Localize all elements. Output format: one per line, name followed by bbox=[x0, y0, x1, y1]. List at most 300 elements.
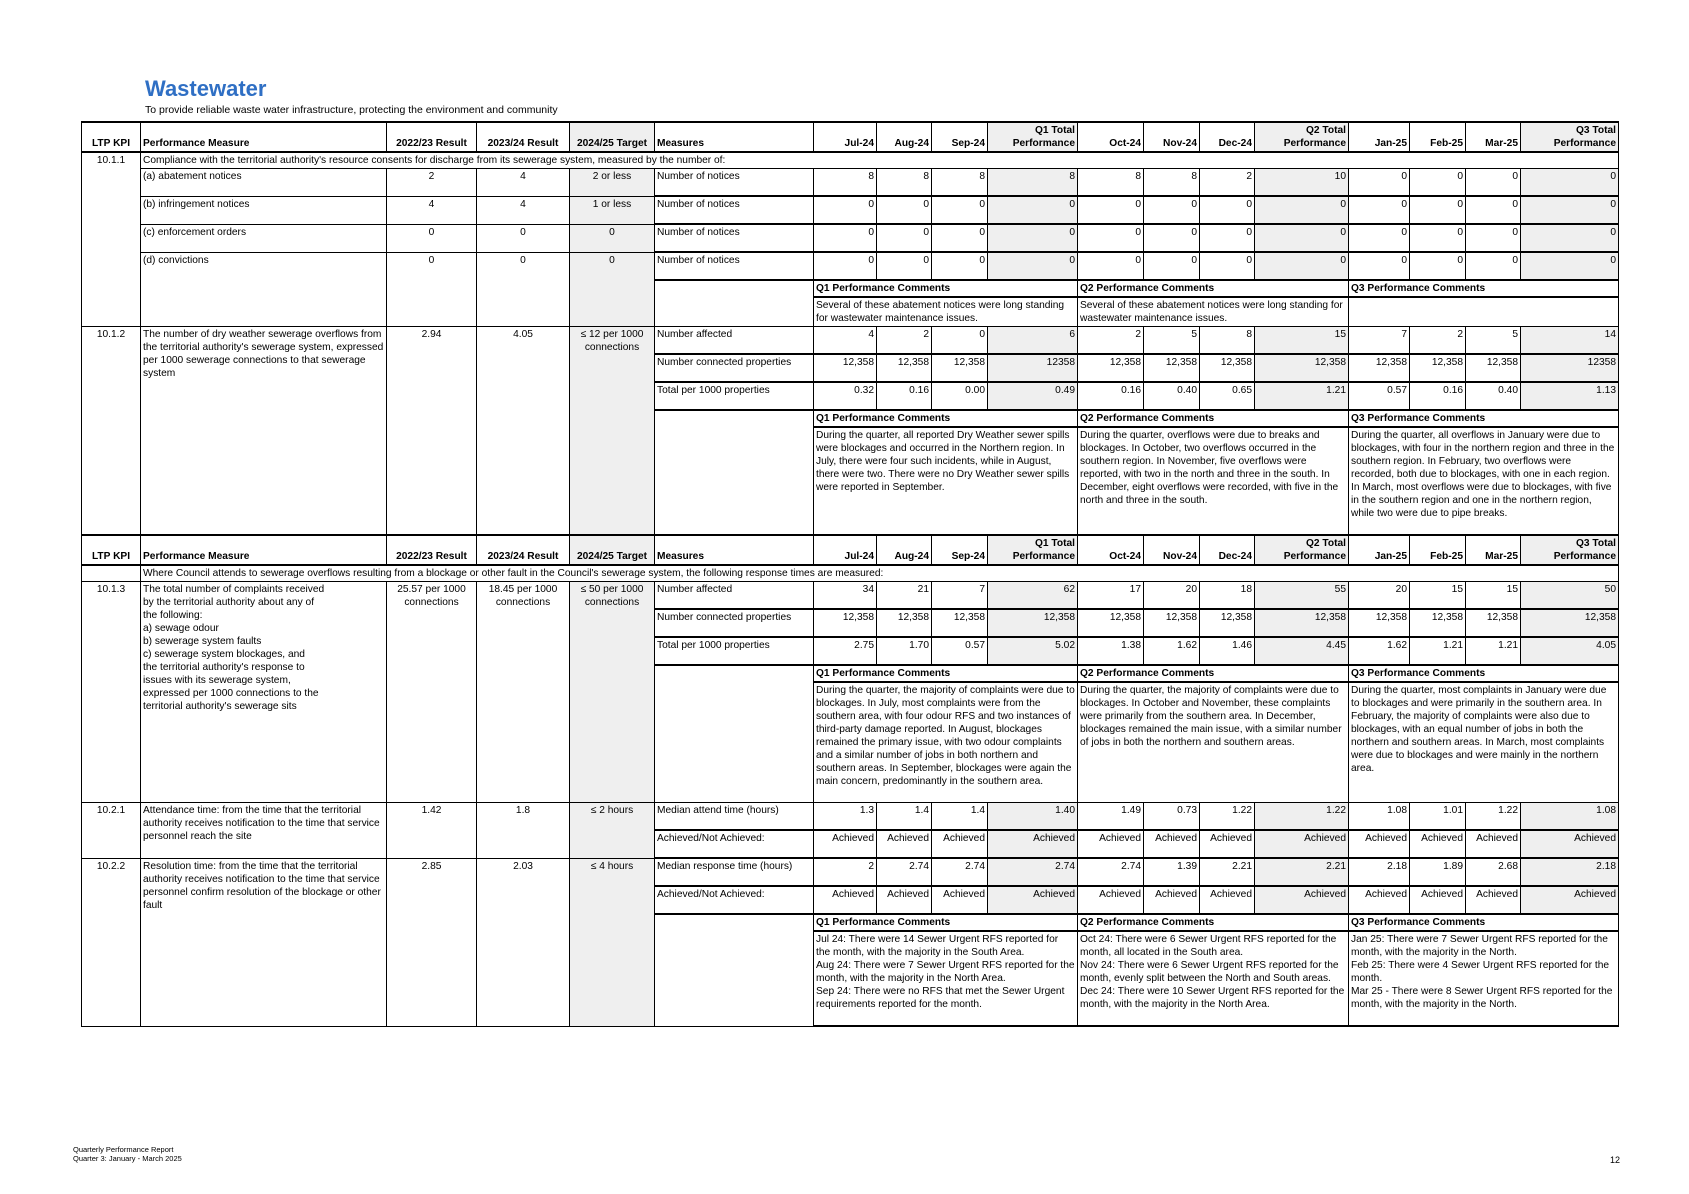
month-value-cell: 8 bbox=[877, 169, 932, 197]
month-value-cell: 1.22 bbox=[1200, 803, 1255, 831]
quarter-total-cell: 1.08 bbox=[1521, 803, 1619, 831]
month-value-cell: 0 bbox=[814, 224, 877, 252]
month-value-cell: 0 bbox=[1466, 224, 1521, 252]
quarter-total-cell: 0 bbox=[1521, 169, 1619, 197]
quarter-total-cell: 2.74 bbox=[988, 858, 1078, 886]
description-line: territorial authority's sewerage sits bbox=[143, 701, 297, 712]
column-header bbox=[988, 122, 1078, 152]
footer-report-name: Quarterly Performance Report bbox=[73, 1145, 174, 1154]
target-2024-25: 0 bbox=[570, 252, 655, 327]
target-2024-25: 0 bbox=[570, 224, 655, 252]
description-line: by the territorial authority about any of bbox=[143, 597, 315, 608]
data-row bbox=[82, 582, 1619, 610]
quarter-total-cell: 0 bbox=[1521, 196, 1619, 224]
month-value-cell: 1.22 bbox=[1466, 803, 1521, 831]
column-header-line: Performance bbox=[1553, 551, 1616, 562]
month-value-cell: 0 bbox=[1466, 196, 1521, 224]
comment-heading-q2: Q2 Performance Comments bbox=[1078, 914, 1349, 931]
comment-heading-q2: Q2 Performance Comments bbox=[1078, 665, 1349, 682]
comment-line: Aug 24: There were 7 Sewer Urgent RFS reported for the month, with the majority in the North Area. bbox=[816, 960, 1075, 984]
month-value-cell: 0 bbox=[932, 252, 988, 280]
month-value-cell: 18 bbox=[1200, 582, 1255, 610]
month-value-cell: 0 bbox=[1200, 196, 1255, 224]
column-header: 2022/23 Result bbox=[387, 535, 477, 565]
month-value-cell: Achieved bbox=[1200, 886, 1255, 914]
month-value-cell: 2.74 bbox=[932, 858, 988, 886]
month-value-cell: 8 bbox=[814, 169, 877, 197]
data-row bbox=[82, 803, 1619, 831]
description-line: the territorial authority's response to bbox=[143, 662, 305, 673]
month-value-cell: 2 bbox=[1200, 169, 1255, 197]
measure-name: Number of notices bbox=[655, 252, 814, 280]
column-header-line: Q1 Total bbox=[1035, 538, 1075, 549]
comment-heading-q1: Q1 Performance Comments bbox=[814, 665, 1078, 682]
month-value-cell: 1.70 bbox=[877, 637, 932, 665]
quarter-total-cell: 0 bbox=[1255, 224, 1349, 252]
month-value-cell: 12,358 bbox=[814, 354, 877, 382]
month-value-cell: 1.38 bbox=[1078, 637, 1144, 665]
measure-name: Number of notices bbox=[655, 196, 814, 224]
description-line: b) sewerage system faults bbox=[143, 636, 262, 647]
result-2023-24: 2.03 bbox=[477, 858, 570, 1026]
month-value-cell: 0 bbox=[1144, 196, 1200, 224]
data-row bbox=[82, 169, 1619, 197]
month-value-cell: Achieved bbox=[877, 886, 932, 914]
spacer-cell bbox=[655, 280, 814, 327]
description-line: a) sewage odour bbox=[143, 623, 219, 634]
quarter-total-cell: 6 bbox=[988, 327, 1078, 355]
month-value-cell: Achieved bbox=[1349, 830, 1410, 858]
quarter-total-cell: 0 bbox=[1255, 252, 1349, 280]
data-row bbox=[82, 252, 1619, 280]
page-subtitle: To provide reliable waste water infrastructure, protecting the environment and community bbox=[145, 104, 558, 116]
measure-name: Number affected bbox=[655, 582, 814, 610]
month-value-cell: 20 bbox=[1144, 582, 1200, 610]
result-2022-23: 0 bbox=[387, 224, 477, 252]
month-value-cell: 1.01 bbox=[1410, 803, 1466, 831]
column-header-line: Performance bbox=[1283, 138, 1346, 149]
quarter-total-cell: 0 bbox=[988, 252, 1078, 280]
month-value-cell: 0 bbox=[1349, 196, 1410, 224]
quarter-total-cell: 1.21 bbox=[1255, 382, 1349, 410]
measure-name: Number connected properties bbox=[655, 354, 814, 382]
month-value-cell: 1.3 bbox=[814, 803, 877, 831]
column-header-line: Q2 Total bbox=[1306, 538, 1346, 549]
month-value-cell: 0 bbox=[1410, 196, 1466, 224]
month-value-cell: 1.62 bbox=[1349, 637, 1410, 665]
month-value-cell: 2 bbox=[877, 327, 932, 355]
month-value-cell: 1.21 bbox=[1410, 637, 1466, 665]
section-note: Where Council attends to sewerage overflows resulting from a blockage or other fault in the Council's sewerage system, the following response times are measured: bbox=[141, 565, 1619, 582]
column-header bbox=[1521, 535, 1619, 565]
column-header: Mar-25 bbox=[1466, 122, 1521, 152]
measure-label: (d) convictions bbox=[141, 252, 387, 327]
month-value-cell: 7 bbox=[932, 582, 988, 610]
month-value-cell: 0 bbox=[1144, 224, 1200, 252]
quarter-total-cell: 8 bbox=[988, 169, 1078, 197]
column-header: 2023/24 Result bbox=[477, 122, 570, 152]
month-value-cell: 0 bbox=[1349, 252, 1410, 280]
month-value-cell: 12,358 bbox=[1078, 354, 1144, 382]
column-header-line: Performance bbox=[1553, 138, 1616, 149]
month-value-cell: 12,358 bbox=[1200, 609, 1255, 637]
month-value-cell: 2.74 bbox=[877, 858, 932, 886]
quarter-total-cell: Achieved bbox=[1521, 886, 1619, 914]
month-value-cell: 0.16 bbox=[1410, 382, 1466, 410]
quarter-total-cell: 14 bbox=[1521, 327, 1619, 355]
month-value-cell: 15 bbox=[1410, 582, 1466, 610]
result-2023-24: 4.05 bbox=[477, 327, 570, 536]
month-value-cell: 12,358 bbox=[1200, 354, 1255, 382]
measure-name: Total per 1000 properties bbox=[655, 382, 814, 410]
month-value-cell: 0 bbox=[932, 327, 988, 355]
column-header: Performance Measure bbox=[141, 122, 387, 152]
data-row bbox=[82, 858, 1619, 886]
month-value-cell: Achieved bbox=[1410, 830, 1466, 858]
month-value-cell: 0.40 bbox=[1144, 382, 1200, 410]
month-value-cell: 0 bbox=[814, 196, 877, 224]
kpi-table bbox=[81, 121, 1619, 1027]
target-2024-25: ≤ 4 hours bbox=[570, 858, 655, 1026]
column-header-line: Performance bbox=[1283, 551, 1346, 562]
measure-name: Median response time (hours) bbox=[655, 858, 814, 886]
target-2024-25: ≤ 12 per 1000 connections bbox=[570, 327, 655, 536]
result-2023-24: 1.8 bbox=[477, 803, 570, 859]
month-value-cell: 12,358 bbox=[1144, 609, 1200, 637]
column-header: Measures bbox=[655, 535, 814, 565]
month-value-cell: Achieved bbox=[932, 886, 988, 914]
comment-text-q1: During the quarter, all reported Dry Weather sewer spills were blockages and occurred in the Northern region. In July, there were four such incidents, while in August, there were two. There were no Dry Weather sewer spills were reported in September. bbox=[814, 427, 1078, 535]
column-header bbox=[1521, 122, 1619, 152]
month-value-cell: Achieved bbox=[814, 830, 877, 858]
month-value-cell: 1.49 bbox=[1078, 803, 1144, 831]
month-value-cell: 0.57 bbox=[1349, 382, 1410, 410]
quarter-total-cell: 0 bbox=[988, 196, 1078, 224]
result-2022-23: 1.42 bbox=[387, 803, 477, 859]
month-value-cell: 1.08 bbox=[1349, 803, 1410, 831]
month-value-cell: 1.4 bbox=[877, 803, 932, 831]
month-value-cell: 0 bbox=[877, 252, 932, 280]
column-header: LTP KPI bbox=[82, 535, 141, 565]
spacer-cell bbox=[655, 914, 814, 1026]
quarter-total-cell: Achieved bbox=[988, 830, 1078, 858]
column-header: Performance Measure bbox=[141, 535, 387, 565]
column-header: Jan-25 bbox=[1349, 122, 1410, 152]
month-value-cell: 0 bbox=[1144, 252, 1200, 280]
description-line: the following: bbox=[143, 610, 203, 621]
month-value-cell: 8 bbox=[1144, 169, 1200, 197]
column-header: Mar-25 bbox=[1466, 535, 1521, 565]
section-description: Compliance with the territorial authority's resource consents for discharge from its sewerage system, measured by the number of: bbox=[141, 152, 1619, 169]
month-value-cell: 0 bbox=[877, 196, 932, 224]
comment-heading-q3: Q3 Performance Comments bbox=[1349, 280, 1619, 297]
month-value-cell: Achieved bbox=[1200, 830, 1255, 858]
comment-text-q1: Several of these abatement notices were long standing for wastewater maintenance issues. bbox=[814, 297, 1078, 327]
description-line: The total number of complaints received bbox=[143, 584, 325, 595]
month-value-cell: 2.68 bbox=[1466, 858, 1521, 886]
quarter-total-cell: 4.45 bbox=[1255, 637, 1349, 665]
month-value-cell: Achieved bbox=[1078, 886, 1144, 914]
column-header-line: Performance bbox=[1012, 138, 1075, 149]
comment-text-q1: During the quarter, the majority of complaints were due to blockages. In July, most complaints were from the southern area, with four odour RFS and two instances of third-party damage reported. In August, blockages remained the primary issue, with two odour complaints and a similar number of jobs in both northern and southern areas. In September, blockages were again the main concern, predominantly in the southern area. bbox=[814, 682, 1078, 803]
column-header: Aug-24 bbox=[877, 122, 932, 152]
kpi-id: 10.1.2 bbox=[82, 327, 141, 536]
comment-line: Jul 24: There were 14 Sewer Urgent RFS reported for the month, with the majority in the South Area. bbox=[816, 934, 1059, 958]
column-header: LTP KPI bbox=[82, 122, 141, 152]
column-header: Oct-24 bbox=[1078, 535, 1144, 565]
quarter-total-cell: 62 bbox=[988, 582, 1078, 610]
month-value-cell: Achieved bbox=[932, 830, 988, 858]
quarter-total-cell: 12,358 bbox=[1255, 354, 1349, 382]
month-value-cell: Achieved bbox=[1144, 886, 1200, 914]
column-header: Dec-24 bbox=[1200, 122, 1255, 152]
comment-text-q3 bbox=[1349, 931, 1619, 1026]
month-value-cell: Achieved bbox=[1466, 830, 1521, 858]
quarter-total-cell: Achieved bbox=[1255, 886, 1349, 914]
column-header bbox=[1255, 535, 1349, 565]
kpi-id: 10.1.1 bbox=[82, 152, 141, 327]
result-2023-24: 0 bbox=[477, 224, 570, 252]
measure-description bbox=[141, 582, 387, 803]
result-2023-24: 4 bbox=[477, 169, 570, 197]
measure-name: Total per 1000 properties bbox=[655, 637, 814, 665]
section-row bbox=[82, 565, 1619, 582]
table-header-row bbox=[82, 535, 1619, 565]
quarter-total-cell: Achieved bbox=[988, 886, 1078, 914]
month-value-cell: 1.21 bbox=[1466, 637, 1521, 665]
spacer-cell bbox=[655, 410, 814, 535]
month-value-cell: 0.16 bbox=[877, 382, 932, 410]
month-value-cell: 0 bbox=[1200, 252, 1255, 280]
quarter-total-cell: 2.21 bbox=[1255, 858, 1349, 886]
kpi-id: 10.2.1 bbox=[82, 803, 141, 859]
column-header: 2024/25 Target bbox=[570, 122, 655, 152]
month-value-cell: 12,358 bbox=[1466, 354, 1521, 382]
month-value-cell: 8 bbox=[1200, 327, 1255, 355]
column-header: Aug-24 bbox=[877, 535, 932, 565]
quarter-total-cell: Achieved bbox=[1521, 830, 1619, 858]
month-value-cell: 8 bbox=[1078, 169, 1144, 197]
quarter-total-cell: 12,358 bbox=[1255, 609, 1349, 637]
comment-heading-q3: Q3 Performance Comments bbox=[1349, 665, 1619, 682]
comment-heading-q1: Q1 Performance Comments bbox=[814, 410, 1078, 427]
measure-name: Number of notices bbox=[655, 224, 814, 252]
month-value-cell: 0 bbox=[1078, 224, 1144, 252]
month-value-cell: 12,358 bbox=[932, 354, 988, 382]
month-value-cell: 12,358 bbox=[932, 609, 988, 637]
column-header: Dec-24 bbox=[1200, 535, 1255, 565]
month-value-cell: 12,358 bbox=[1078, 609, 1144, 637]
quarter-total-cell: 1.40 bbox=[988, 803, 1078, 831]
comment-line: Nov 24: There were 6 Sewer Urgent RFS reported for the month, evenly split between the North and South areas. bbox=[1080, 960, 1339, 984]
column-header: Feb-25 bbox=[1410, 535, 1466, 565]
description-line: issues with its sewerage system, bbox=[143, 675, 291, 686]
column-header: 2022/23 Result bbox=[387, 122, 477, 152]
comment-heading-q1: Q1 Performance Comments bbox=[814, 914, 1078, 931]
quarter-total-cell: 0 bbox=[988, 224, 1078, 252]
target-2024-25: ≤ 50 per 1000 connections bbox=[570, 582, 655, 803]
quarter-total-cell: 2.18 bbox=[1521, 858, 1619, 886]
month-value-cell: 21 bbox=[877, 582, 932, 610]
month-value-cell: Achieved bbox=[814, 886, 877, 914]
month-value-cell: 5 bbox=[1466, 327, 1521, 355]
month-value-cell: 1.89 bbox=[1410, 858, 1466, 886]
measure-name: Achieved/Not Achieved: bbox=[655, 830, 814, 858]
measure-name: Number connected properties bbox=[655, 609, 814, 637]
column-header-line: Q3 Total bbox=[1576, 125, 1616, 136]
month-value-cell: Achieved bbox=[1466, 886, 1521, 914]
month-value-cell: 0 bbox=[1349, 169, 1410, 197]
month-value-cell: 12,358 bbox=[1349, 609, 1410, 637]
month-value-cell: 2 bbox=[814, 858, 877, 886]
quarter-total-cell: 12358 bbox=[1521, 354, 1619, 382]
month-value-cell: 12,358 bbox=[1349, 354, 1410, 382]
column-header-line: Q3 Total bbox=[1576, 538, 1616, 549]
comment-heading-q3: Q3 Performance Comments bbox=[1349, 914, 1619, 931]
quarter-total-cell: 0 bbox=[1255, 196, 1349, 224]
month-value-cell: 0.00 bbox=[932, 382, 988, 410]
column-header-line: Q2 Total bbox=[1306, 125, 1346, 136]
measure-label: (c) enforcement orders bbox=[141, 224, 387, 252]
result-2023-24: 18.45 per 1000 connections bbox=[477, 582, 570, 803]
table-header-row bbox=[82, 122, 1619, 152]
data-row bbox=[82, 196, 1619, 224]
measure-description: Attendance time: from the time that the territorial authority receives notification to the time that service personnel reach the site bbox=[141, 803, 387, 859]
result-2022-23: 0 bbox=[387, 252, 477, 327]
month-value-cell: 2 bbox=[1078, 327, 1144, 355]
quarter-total-cell: 12,358 bbox=[988, 609, 1078, 637]
month-value-cell: Achieved bbox=[1144, 830, 1200, 858]
footer bbox=[73, 1145, 182, 1163]
result-2022-23: 25.57 per 1000 connections bbox=[387, 582, 477, 803]
comment-line: Jan 25: There were 7 Sewer Urgent RFS reported for the month, with the majority in the North. bbox=[1351, 934, 1608, 958]
column-header: 2023/24 Result bbox=[477, 535, 570, 565]
month-value-cell: 0 bbox=[932, 196, 988, 224]
comment-text-q3: During the quarter, most complaints in January were due to blockages and were primarily in the southern area. In February, the majority of complaints were also due to blockages, with an equal number of jobs in both the northern and southern areas. In March, most complaints were due to blockages and were mainly in the northern area. bbox=[1349, 682, 1619, 803]
month-value-cell: 0 bbox=[1466, 169, 1521, 197]
measure-label: (a) abatement notices bbox=[141, 169, 387, 197]
column-header bbox=[1255, 122, 1349, 152]
month-value-cell: 0 bbox=[1410, 169, 1466, 197]
column-header: Sep-24 bbox=[932, 535, 988, 565]
comment-text-q1 bbox=[814, 931, 1078, 1026]
measure-description: The number of dry weather sewerage overflows from the territorial authority's sewerage system, expressed per 1000 sewerage connections to that sewerage system bbox=[141, 327, 387, 536]
measure-name: Number of notices bbox=[655, 169, 814, 197]
result-2023-24: 4 bbox=[477, 196, 570, 224]
measure-label: (b) infringement notices bbox=[141, 196, 387, 224]
result-2022-23: 2.85 bbox=[387, 858, 477, 1026]
comment-line: Dec 24: There were 10 Sewer Urgent RFS reported for the month, with the majority in the North Area. bbox=[1080, 986, 1345, 1010]
month-value-cell: 0.40 bbox=[1466, 382, 1521, 410]
month-value-cell: 1.62 bbox=[1144, 637, 1200, 665]
month-value-cell: 0 bbox=[932, 224, 988, 252]
quarter-total-cell: 1.13 bbox=[1521, 382, 1619, 410]
comment-heading-q1: Q1 Performance Comments bbox=[814, 280, 1078, 297]
month-value-cell: 2.21 bbox=[1200, 858, 1255, 886]
comment-heading-q2: Q2 Performance Comments bbox=[1078, 280, 1349, 297]
month-value-cell: 12,358 bbox=[814, 609, 877, 637]
month-value-cell: 0 bbox=[814, 252, 877, 280]
month-value-cell: 5 bbox=[1144, 327, 1200, 355]
comment-text-q2: During the quarter, overflows were due to breaks and blockages. In October, two overflows occurred in the southern region. In November, five overflows were reported, with two in the north and three in the south. In December, eight overflows were recorded, with five in the north and three in the south. bbox=[1078, 427, 1349, 535]
month-value-cell: 34 bbox=[814, 582, 877, 610]
footer-quarter: Quarter 3: January - March 2025 bbox=[73, 1154, 182, 1163]
quarter-total-cell: 1.22 bbox=[1255, 803, 1349, 831]
comment-text-q2: Several of these abatement notices were long standing for wastewater maintenance issues. bbox=[1078, 297, 1349, 327]
month-value-cell: 1.39 bbox=[1144, 858, 1200, 886]
month-value-cell: 20 bbox=[1349, 582, 1410, 610]
result-2022-23: 4 bbox=[387, 196, 477, 224]
month-value-cell: 0 bbox=[1349, 224, 1410, 252]
measure-name: Median attend time (hours) bbox=[655, 803, 814, 831]
kpi-id: 10.1.3 bbox=[82, 582, 141, 803]
month-value-cell: 0.16 bbox=[1078, 382, 1144, 410]
result-2022-23: 2 bbox=[387, 169, 477, 197]
description-line: c) sewerage system blockages, and bbox=[143, 649, 305, 660]
result-2022-23: 2.94 bbox=[387, 327, 477, 536]
page-number: 12 bbox=[1610, 1155, 1621, 1165]
month-value-cell: 2.18 bbox=[1349, 858, 1410, 886]
section-row bbox=[82, 152, 1619, 169]
month-value-cell: 12,358 bbox=[877, 609, 932, 637]
kpi-id: 10.2.2 bbox=[82, 858, 141, 1026]
month-value-cell: 0.65 bbox=[1200, 382, 1255, 410]
target-2024-25: 2 or less bbox=[570, 169, 655, 197]
column-header: Measures bbox=[655, 122, 814, 152]
month-value-cell: 2.75 bbox=[814, 637, 877, 665]
month-value-cell: 0.57 bbox=[932, 637, 988, 665]
month-value-cell: 0 bbox=[1410, 224, 1466, 252]
measure-description: Resolution time: from the time that the territorial authority receives notification to the time that service personnel confirm resolution of the blockage or other fault bbox=[141, 858, 387, 1026]
month-value-cell: 1.46 bbox=[1200, 637, 1255, 665]
month-value-cell: 12,358 bbox=[1410, 609, 1466, 637]
month-value-cell: 0 bbox=[1078, 252, 1144, 280]
column-header: Jan-25 bbox=[1349, 535, 1410, 565]
month-value-cell: 1.4 bbox=[932, 803, 988, 831]
data-row bbox=[82, 224, 1619, 252]
quarter-total-cell: Achieved bbox=[1255, 830, 1349, 858]
quarter-total-cell: 12358 bbox=[988, 354, 1078, 382]
column-header-line: Performance bbox=[1012, 551, 1075, 562]
quarter-total-cell: 10 bbox=[1255, 169, 1349, 197]
measure-name: Achieved/Not Achieved: bbox=[655, 886, 814, 914]
month-value-cell: 15 bbox=[1466, 582, 1521, 610]
quarter-total-cell: 15 bbox=[1255, 327, 1349, 355]
month-value-cell: 12,358 bbox=[877, 354, 932, 382]
month-value-cell: 7 bbox=[1349, 327, 1410, 355]
comment-heading-q2: Q2 Performance Comments bbox=[1078, 410, 1349, 427]
comment-line: Sep 24: There were no RFS that met the Sewer Urgent requirements reported for the month. bbox=[816, 986, 1065, 1010]
target-2024-25: 1 or less bbox=[570, 196, 655, 224]
data-row bbox=[82, 327, 1619, 355]
month-value-cell: 0 bbox=[877, 224, 932, 252]
quarter-total-cell: 55 bbox=[1255, 582, 1349, 610]
column-header bbox=[988, 535, 1078, 565]
column-header: Feb-25 bbox=[1410, 122, 1466, 152]
month-value-cell: 8 bbox=[932, 169, 988, 197]
month-value-cell: 12,358 bbox=[1466, 609, 1521, 637]
column-header: Oct-24 bbox=[1078, 122, 1144, 152]
month-value-cell: Achieved bbox=[1078, 830, 1144, 858]
quarter-total-cell: 0.49 bbox=[988, 382, 1078, 410]
month-value-cell: 0 bbox=[1200, 224, 1255, 252]
comment-text-q3: During the quarter, all overflows in January were due to blockages, with four in the northern region and three in the southern region. In February, two overflows were recorded, both due to blockages, with one in each region. In March, most overflows were due to blockages, with five in the southern region and one in the northern region, while two were due to pipe breaks. bbox=[1349, 427, 1619, 535]
quarter-total-cell: 50 bbox=[1521, 582, 1619, 610]
month-value-cell: 12,358 bbox=[1144, 354, 1200, 382]
comment-line: Mar 25 - There were 8 Sewer Urgent RFS reported for the month, with the majority in the North. bbox=[1351, 986, 1613, 1010]
column-header: Jul-24 bbox=[814, 122, 877, 152]
column-header: 2024/25 Target bbox=[570, 535, 655, 565]
